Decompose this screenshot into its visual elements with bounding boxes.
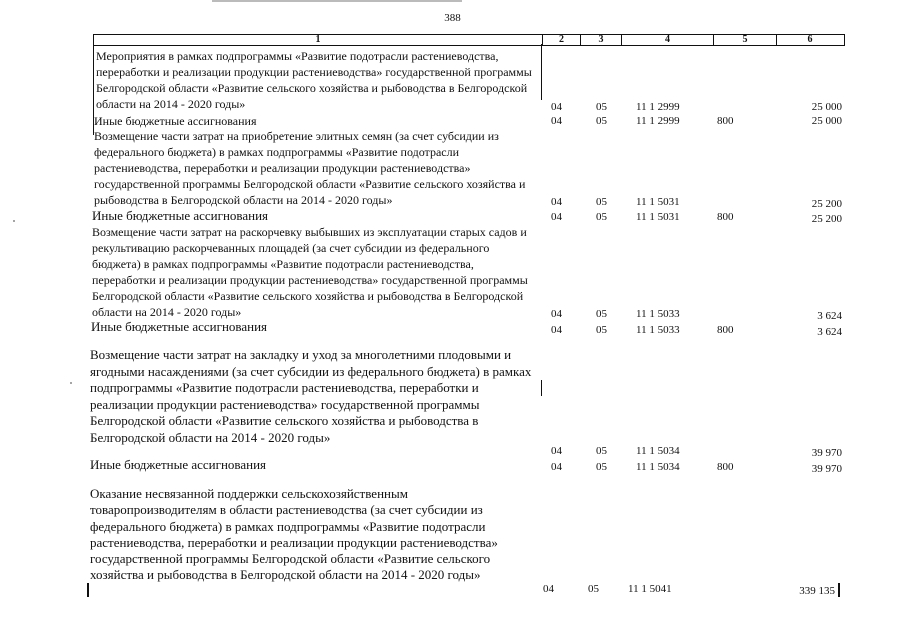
row-subsection: 05 xyxy=(596,115,607,127)
row-expense-type: 800 xyxy=(717,461,734,473)
page-number: 388 xyxy=(444,12,461,24)
row-target-code: 11 1 2999 xyxy=(636,115,680,127)
header-col-5: 5 xyxy=(713,35,776,45)
row-subsection: 05 xyxy=(596,308,607,320)
row-description: Возмещение части затрат на закладку и уход за многолетними плодовыми и ягодными насаждениями (за счет субсидии из федерального бюджета) в рамках подпрограммы «Развитие подотрасли растениеводства, переработки и реализации продукции растениеводства» государственной программы Белгородской области «Развитие сельского хозяйства и рыбоводства в Белгородской области на 2014 - 2020 годы» xyxy=(90,347,532,445)
row-section: 04 xyxy=(551,101,562,113)
row-section: 04 xyxy=(551,445,562,457)
header-col-1: 1 xyxy=(315,34,321,45)
row-description: Мероприятия в рамках подпрограммы «Развитие подотрасли растениеводства, переработки и реализации продукции растениеводства» государственной программы Белгородской области «Развитие сельского хозяйства и рыбоводства в Белгородской области на 2014 - 2020 годы» xyxy=(96,49,532,111)
row-section: 04 xyxy=(551,324,562,336)
scan-speck xyxy=(13,220,15,222)
row-subsection: 05 xyxy=(596,101,607,113)
row-section: 04 xyxy=(551,211,562,223)
row-amount: 39 970 xyxy=(811,463,842,475)
row-description: Оказание несвязанной поддержки сельскохозяйственным товаропроизводителям в области растениеводства (за счет субсидии из федерального бюджета) в рамках подпрограммы «Развитие подотрасли растениеводства, переработки и реализации продукции растениеводства» государственной программы Белгородской области «Развитие сельского хозяйства и рыбоводства в Белгородской области на 2014 - 2020 годы» xyxy=(90,486,498,583)
header-col-2: 2 xyxy=(542,35,580,45)
table-left-border xyxy=(87,583,89,597)
table-header xyxy=(93,34,845,46)
row-amount: 39 970 xyxy=(811,447,842,459)
row-section: 04 xyxy=(551,196,562,208)
table-right-border xyxy=(838,583,840,597)
header-col-4: 4 xyxy=(621,35,713,45)
row-section: 04 xyxy=(543,583,554,595)
row-amount: 25 200 xyxy=(811,213,842,225)
scan-speck xyxy=(70,382,72,384)
row-amount: 25 000 xyxy=(811,101,842,113)
row-target-code: 11 1 5034 xyxy=(636,461,680,473)
row-section: 04 xyxy=(551,308,562,320)
header-col-6: 6 xyxy=(776,35,843,45)
row-description: Иные бюджетные ассигнования xyxy=(91,319,268,334)
row-target-code: 11 1 5031 xyxy=(636,211,680,223)
row-description: Иные бюджетные ассигнования xyxy=(92,208,269,223)
row-expense-type: 800 xyxy=(717,115,734,127)
row-description: Возмещение части затрат на приобретение элитных семян (за счет субсидии из федерального бюджета) в рамках подпрограммы «Развитие подотрасли растениеводства, переработки и реализации продукции растениеводства» государственной программы Белгородской области «Развитие сельского хозяйства и рыбоводства в Белгородской области на 2014 - 2020 годы» xyxy=(94,129,526,207)
column-divider xyxy=(541,380,542,396)
row-amount: 3 624 xyxy=(817,326,842,338)
row-expense-type: 800 xyxy=(717,211,734,223)
row-description: Иные бюджетные ассигнования xyxy=(94,114,257,128)
row-amount: 25 200 xyxy=(811,198,842,210)
row-target-code: 11 1 5041 xyxy=(628,583,672,595)
row-subsection: 05 xyxy=(588,583,599,595)
row-subsection: 05 xyxy=(596,211,607,223)
row-subsection: 05 xyxy=(596,461,607,473)
row-target-code: 11 1 2999 xyxy=(636,101,680,113)
row-section: 04 xyxy=(551,115,562,127)
row-subsection: 05 xyxy=(596,445,607,457)
row-expense-type: 800 xyxy=(717,324,734,336)
row-target-code: 11 1 5033 xyxy=(636,324,680,336)
row-subsection: 05 xyxy=(596,324,607,336)
row-description: Возмещение части затрат на раскорчевку выбывших из эксплуатации старых садов и рекультивацию раскорчеванных площадей (за счет субсидии из федерального бюджета) в рамках подпрограммы «Развитие подотрасли растениеводства, переработки и реализации продукции растениеводства» государственной программы Белгородской области «Развитие сельского хозяйства и рыбоводства в Белгородской области на 2014 - 2020 годы» xyxy=(92,225,528,319)
row-amount: 25 000 xyxy=(811,115,842,127)
row-subsection: 05 xyxy=(596,196,607,208)
row-amount: 3 624 xyxy=(817,310,842,322)
scan-top-edge xyxy=(212,0,462,2)
column-divider xyxy=(541,44,542,100)
row-amount: 339 135 xyxy=(799,585,835,597)
row-description: Иные бюджетные ассигнования xyxy=(90,457,267,472)
row-target-code: 11 1 5034 xyxy=(636,445,680,457)
row-target-code: 11 1 5033 xyxy=(636,308,680,320)
row-section: 04 xyxy=(551,461,562,473)
header-col-3: 3 xyxy=(580,35,621,45)
row-target-code: 11 1 5031 xyxy=(636,196,680,208)
